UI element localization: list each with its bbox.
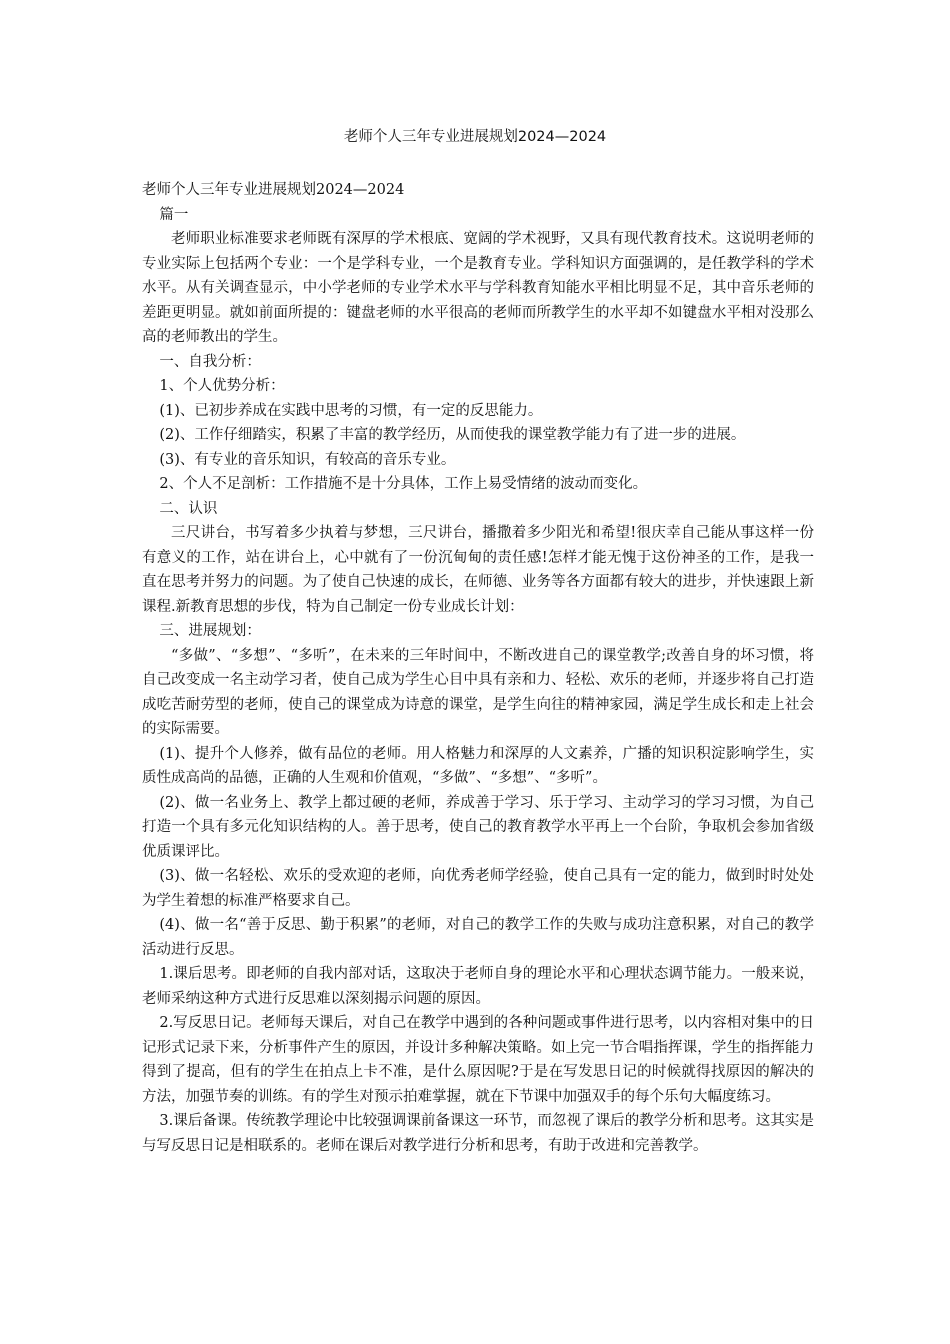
numbered-item: 3.课后备课。传统教学理论中比较强调课前备课这一环节，而忽视了课后的教学分析和思考。这其实是与写反思日记是相联系的。老师在课后对教学进行分析和思考，有助于改进和完善教学。 xyxy=(142,1113,814,1154)
list-item: (2)、工作仔细踏实，积累了丰富的教学经历，从而使我的课堂教学能力有了进一步的进展。 xyxy=(159,427,746,443)
subsection-heading: 1、个人优势分析： xyxy=(159,378,285,394)
list-item: (1)、提升个人修养，做有品位的老师。用人格魅力和深厚的人文素养，广播的知识积淀影响学生，实质性成高尚的品德，正确的人生观和价值观，“多做”、“多想”、“多听”。 xyxy=(142,745,814,786)
list-item: (1)、已初步养成在实践中思考的习惯，有一定的反思能力。 xyxy=(159,402,543,419)
section-heading: 一、自我分析： xyxy=(159,353,261,370)
list-item: (3)、有专业的音乐知识，有较高的音乐专业。 xyxy=(159,451,456,468)
numbered-item: 2.写反思日记。老师每天课后，对自己在教学中遇到的各种问题或事件进行思考，以内容相对集中的日记形式记录下来，分析事件产生的原因，并设计多种解决策略。如上完一节合唱指挥课，学生的指挥能力得到了提高，但有的学生在拍点上卡不准，是什么原因呢?于是在写发思日记的时候就得找原因的解决的方法，加强节奏的训练。有的学生对预示拍难掌握，就在下节课中加强双手的每个乐句大幅度练习。 xyxy=(142,1015,814,1105)
paragraph: 老师职业标准要求老师既有深厚的学术根底、宽阔的学术视野，又具有现代教育技术。这说明老师的专业实际上包括两个专业：一个是学科专业，一个是教育专业。学科知识方面强调的，是任教学科的学术水平。从有关调查显示，中小学老师的专业学术水平与学科教育知能水平相比明显不足，其中音乐老师的差距更明显。就如前面所提的：键盘老师的水平很高的老师而所教学生的水平却不如键盘水平相对没那么高的老师教出的学生。 xyxy=(142,231,814,345)
subsection-heading: 2、个人不足剖析：工作措施不是十分具体，工作上易受情绪的波动而变化。 xyxy=(159,476,648,492)
paragraph: 三尺讲台，书写着多少执着与梦想，三尺讲台，播撒着多少阳光和希望!很庆幸自己能从事这样一份有意义的工作，站在讲台上，心中就有了一份沉甸甸的责任感!怎样才能无愧于这份神圣的工作，是我一直在思考并努力的问题。为了使自己快速的成长，在师德、业务等各方面都有较大的进步，并快速跟上新课程.新教育思想的步伐，特为自己制定一份专业成长计划： xyxy=(142,525,814,615)
paragraph: “多做”、“多想”、“多听”，在未来的三年时间中，不断改进自己的课堂教学;改善自身的坏习惯，将自己改变成一名主动学习者，使自己成为学生心目中具有亲和力、轻松、欢乐的老师，并逐步将自己打造成吃苦耐劳型的老师，使自己的课堂成为诗意的课堂，是学生向往的精神家园，满足学生成长和走上社会的实际需要。 xyxy=(142,647,814,737)
document-body xyxy=(142,178,814,1158)
section-heading: 三、进展规划： xyxy=(159,623,261,639)
list-item: (4)、做一名“善于反思、勤于积累”的老师，对自己的教学工作的失败与成功注意积累，对自己的教学活动进行反思。 xyxy=(142,917,814,958)
body-heading: 老师个人三年专业进展规划2024—2024 xyxy=(142,182,405,198)
document-title: 老师个人三年专业进展规划2024—2024 xyxy=(343,129,607,145)
list-item: (2)、做一名业务上、教学上都过硬的老师，养成善于学习、乐于学习、主动学习的学习习惯，为自己打造一个具有多元化知识结构的人。善于思考，使自己的教育教学水平再上一个台阶，争取机会参加省级优质课评比。 xyxy=(142,794,814,860)
section-label: 篇一 xyxy=(159,206,189,223)
section-heading: 二、认识 xyxy=(159,500,218,517)
list-item: (3)、做一名轻松、欢乐的受欢迎的老师，向优秀老师学经验，使自己具有一定的能力，做到时时处处为学生着想的标准严格要求自己。 xyxy=(142,868,814,909)
numbered-item: 1.课后思考。即老师的自我内部对话，这取决于老师自身的理论水平和心理状态调节能力。一般来说，老师采纳这种方式进行反思难以深刻揭示问题的原因。 xyxy=(142,966,814,1007)
